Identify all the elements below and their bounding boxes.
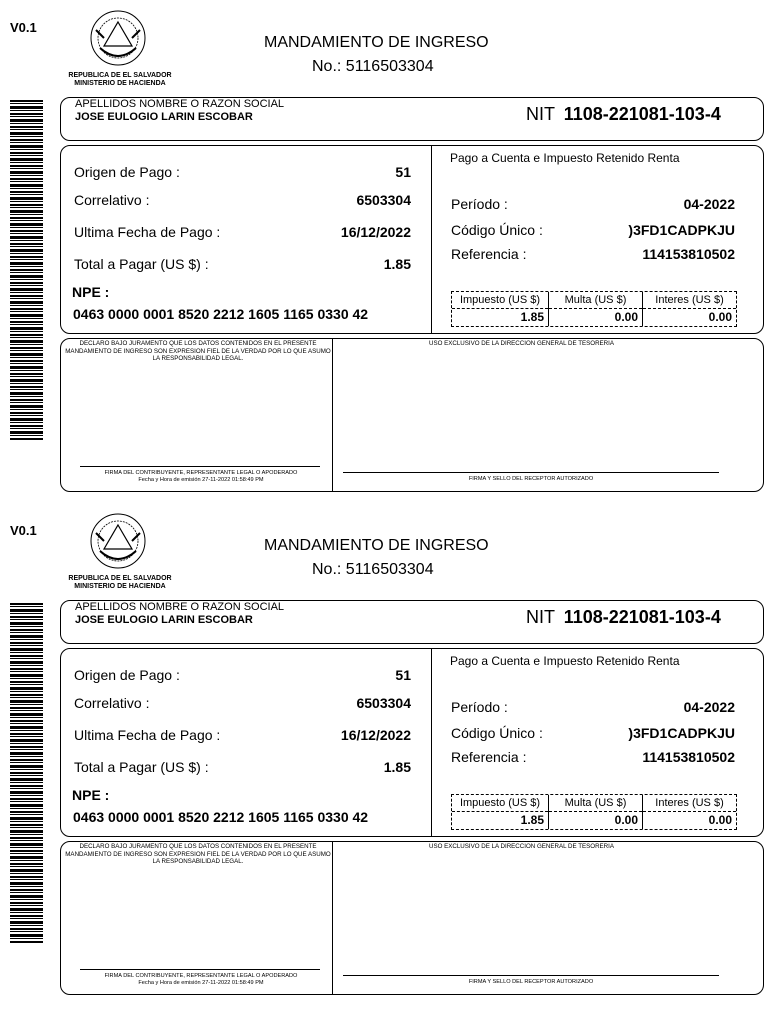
interes-header: Interes (US $) bbox=[643, 293, 736, 309]
correlativo-label: Correlativo : bbox=[74, 192, 150, 208]
treasury-use-label: USO EXCLUSIVO DE LA DIRECCION GENERAL DE TESORERIA bbox=[429, 340, 614, 347]
signature-box bbox=[60, 338, 764, 492]
coat-of-arms-seal bbox=[82, 8, 154, 72]
document-number: No.: 5116503304 bbox=[312, 58, 434, 75]
fecha-value: 16/12/2022 bbox=[340, 727, 411, 743]
impuesto-cell bbox=[452, 292, 548, 326]
coat-of-arms-seal bbox=[82, 511, 154, 575]
npe-value: 0463 0000 0001 8520 2212 1605 1165 0330 42 bbox=[73, 809, 369, 825]
firma-contribuyente-label: FIRMA DEL CONTRIBUYENTE, REPRESENTANTE LEGAL O APODERADO bbox=[104, 973, 298, 979]
republic-label: REPUBLICA DE EL SALVADOR bbox=[68, 575, 172, 582]
taxpayer-box bbox=[60, 600, 764, 644]
taxpayer-signature-caption bbox=[75, 973, 327, 987]
declaration-text: DECLARO BAJO JURAMENTO QUE LOS DATOS CONTENIDOS EN EL PRESENTE MANDAMIENTO DE INGRESO SON EXPRESION FIEL DE LA VERDAD POR LO QUE ASUMO LA RESPONSABILIDAD LEGAL. bbox=[65, 843, 331, 865]
signature-divider bbox=[332, 339, 333, 491]
codigo-value: )3FD1CADPKJU bbox=[628, 222, 735, 238]
multa-cell bbox=[549, 795, 642, 829]
treasury-use-label: USO EXCLUSIVO DE LA DIRECCION GENERAL DE TESORERIA bbox=[429, 843, 614, 850]
barcode bbox=[10, 603, 43, 944]
correlativo-value: 6503304 bbox=[356, 192, 411, 208]
receiver-signature-caption: FIRMA Y SELLO DEL RECEPTOR AUTORIZADO bbox=[468, 476, 594, 482]
fecha-value: 16/12/2022 bbox=[340, 224, 411, 240]
origen-label: Origen de Pago : bbox=[74, 667, 180, 683]
multa-value: 0.00 bbox=[614, 813, 638, 827]
receiver-signature-line bbox=[343, 472, 719, 473]
multa-header: Multa (US $) bbox=[549, 796, 642, 812]
codigo-value: )3FD1CADPKJU bbox=[628, 725, 735, 741]
firma-contribuyente-label: FIRMA DEL CONTRIBUYENTE, REPRESENTANTE LEGAL O APODERADO bbox=[104, 470, 298, 476]
barcode bbox=[10, 100, 43, 441]
impuesto-header: Impuesto (US $) bbox=[452, 796, 548, 812]
periodo-label: Período : bbox=[451, 196, 508, 212]
column-divider bbox=[431, 649, 432, 836]
ministry-label: MINISTERIO DE HACIENDA bbox=[74, 583, 166, 590]
periodo-value: 04-2022 bbox=[683, 196, 735, 212]
impuesto-header: Impuesto (US $) bbox=[452, 293, 548, 309]
version-label: V0.1 bbox=[10, 523, 37, 538]
receiver-signature-caption: FIRMA Y SELLO DEL RECEPTOR AUTORIZADO bbox=[468, 979, 594, 985]
codigo-label: Código Único : bbox=[451, 222, 543, 238]
interes-header: Interes (US $) bbox=[643, 796, 736, 812]
total-label: Total a Pagar (US $) : bbox=[74, 256, 209, 272]
receipt-copy-1 bbox=[0, 0, 768, 502]
total-label: Total a Pagar (US $) : bbox=[74, 759, 209, 775]
ministry-label: MINISTERIO DE HACIENDA bbox=[74, 80, 166, 87]
fecha-label: Ultima Fecha de Pago : bbox=[74, 727, 221, 743]
interes-value: 0.00 bbox=[708, 813, 732, 827]
periodo-label: Período : bbox=[451, 699, 508, 715]
interes-value: 0.00 bbox=[708, 310, 732, 324]
multa-value: 0.00 bbox=[614, 310, 638, 324]
total-value: 1.85 bbox=[383, 759, 411, 775]
republic-label: REPUBLICA DE EL SALVADOR bbox=[68, 72, 172, 79]
emission-date: Fecha y Hora de emisión 27-11-2022 01:58:49 PM bbox=[138, 477, 264, 483]
nit-label: NIT bbox=[526, 104, 555, 124]
fecha-label: Ultima Fecha de Pago : bbox=[74, 224, 221, 240]
nit-field bbox=[526, 104, 721, 125]
nit-value: 1108-221081-103-4 bbox=[563, 607, 721, 627]
nit-label: NIT bbox=[526, 607, 555, 627]
emission-date: Fecha y Hora de emisión 27-11-2022 01:58:49 PM bbox=[138, 980, 264, 986]
correlativo-label: Correlativo : bbox=[74, 695, 150, 711]
title-label: MANDAMIENTO DE INGRESO bbox=[264, 34, 489, 51]
issuer-block bbox=[60, 72, 180, 88]
document-number: No.: 5116503304 bbox=[312, 561, 434, 578]
impuesto-value: 1.85 bbox=[520, 813, 544, 827]
correlativo-value: 6503304 bbox=[356, 695, 411, 711]
issuer-block bbox=[60, 575, 180, 591]
taxpayer-signature-caption bbox=[75, 470, 327, 484]
multa-cell bbox=[549, 292, 642, 326]
receiver-signature-line bbox=[343, 975, 719, 976]
referencia-label: Referencia : bbox=[451, 246, 527, 262]
declaration-text: DECLARO BAJO JURAMENTO QUE LOS DATOS CONTENIDOS EN EL PRESENTE MANDAMIENTO DE INGRESO SON EXPRESION FIEL DE LA VERDAD POR LO QUE ASUMO LA RESPONSABILIDAD LEGAL. bbox=[65, 340, 331, 362]
nit-field bbox=[526, 607, 721, 628]
receipt-copy-2 bbox=[0, 503, 768, 1005]
taxpayer-name: JOSE EULOGIO LARIN ESCOBAR bbox=[75, 111, 253, 123]
concept-description: Pago a Cuenta e Impuesto Retenido Renta bbox=[450, 151, 680, 165]
taxpayer-signature-line bbox=[80, 969, 320, 970]
origen-value: 51 bbox=[395, 164, 411, 180]
npe-value: 0463 0000 0001 8520 2212 1605 1165 0330 42 bbox=[73, 306, 369, 322]
payment-box bbox=[60, 145, 764, 334]
tax-breakdown-table bbox=[451, 291, 737, 327]
signature-box bbox=[60, 841, 764, 995]
referencia-value: 114153810502 bbox=[642, 749, 735, 765]
concept-description: Pago a Cuenta e Impuesto Retenido Renta bbox=[450, 654, 680, 668]
taxpayer-box bbox=[60, 97, 764, 141]
referencia-value: 114153810502 bbox=[642, 246, 735, 262]
impuesto-cell bbox=[452, 795, 548, 829]
nit-value: 1108-221081-103-4 bbox=[563, 104, 721, 124]
signature-divider bbox=[332, 842, 333, 994]
column-divider bbox=[431, 146, 432, 333]
payment-box bbox=[60, 648, 764, 837]
origen-value: 51 bbox=[395, 667, 411, 683]
npe-label: NPE : bbox=[72, 284, 110, 300]
multa-header: Multa (US $) bbox=[549, 293, 642, 309]
origen-label: Origen de Pago : bbox=[74, 164, 180, 180]
taxpayer-signature-line bbox=[80, 466, 320, 467]
total-value: 1.85 bbox=[383, 256, 411, 272]
version-label: V0.1 bbox=[10, 20, 37, 35]
npe-label: NPE : bbox=[72, 787, 110, 803]
impuesto-value: 1.85 bbox=[520, 310, 544, 324]
codigo-label: Código Único : bbox=[451, 725, 543, 741]
referencia-label: Referencia : bbox=[451, 749, 527, 765]
taxpayer-name: JOSE EULOGIO LARIN ESCOBAR bbox=[75, 614, 253, 626]
title-label: MANDAMIENTO DE INGRESO bbox=[264, 537, 489, 554]
tax-breakdown-table bbox=[451, 794, 737, 830]
name-label: APELLIDOS NOMBRE O RAZON SOCIAL bbox=[75, 601, 285, 613]
name-label: APELLIDOS NOMBRE O RAZON SOCIAL bbox=[75, 98, 285, 110]
interes-cell bbox=[643, 795, 736, 829]
periodo-value: 04-2022 bbox=[683, 699, 735, 715]
interes-cell bbox=[643, 292, 736, 326]
